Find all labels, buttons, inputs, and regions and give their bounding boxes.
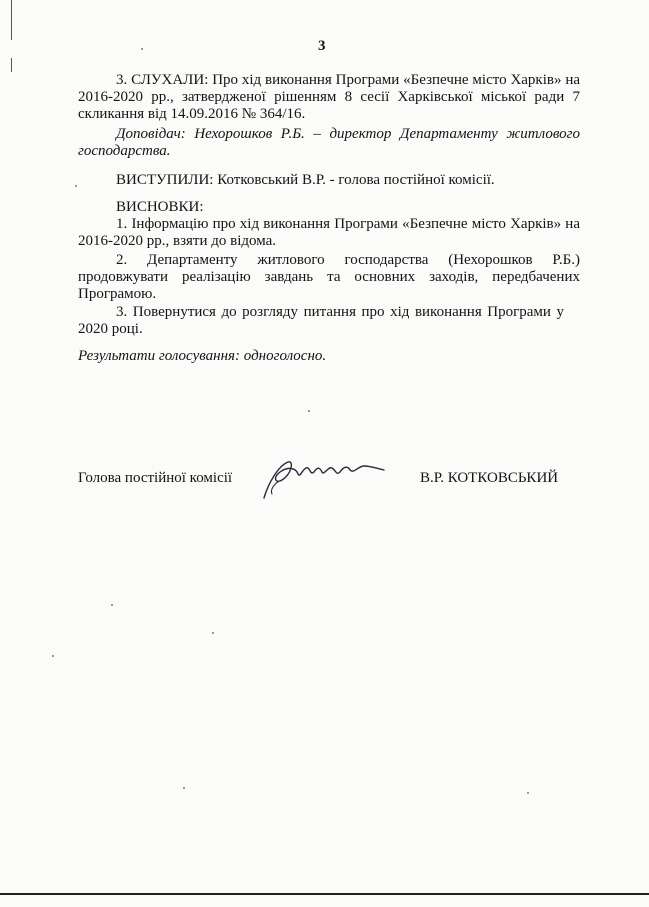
scan-speck — [527, 792, 529, 794]
reporter-paragraph: Доповідач: Нехорошков Р.Б. – директор Департаменту житлового господарства. — [78, 126, 580, 159]
scan-speck — [212, 632, 214, 634]
spoke-paragraph: ВИСТУПИЛИ: Котковський В.Р. - голова постійної комісії. — [116, 172, 495, 188]
handwritten-signature — [258, 454, 388, 502]
scan-speck — [111, 604, 113, 606]
scan-speck — [52, 655, 54, 657]
signatory-title: Голова постійної комісії — [78, 470, 233, 486]
margin-binding-mark — [11, 58, 12, 72]
signatory-name: В.Р. КОТКОВСЬКИЙ — [420, 470, 559, 486]
page-bottom-edge — [0, 893, 649, 895]
vote-result: Результати голосування: одноголосно. — [78, 348, 327, 364]
scan-speck — [141, 48, 143, 50]
scan-speck — [183, 787, 185, 789]
conclusion-item-1: 1. Інформацію про хід виконання Програми «Безпечне місто Харків» на 2016-2020 рр., взяти до відома. — [78, 216, 580, 249]
conclusion-item-3: 3. Повернутися до розгляду питання про хід виконання Програми у 2020 році. — [78, 304, 564, 337]
scan-speck — [75, 185, 77, 187]
conclusion-item-2: 2. Департаменту житлового господарства (Нехорошков Р.Б.) продовжувати реалізацію завдань та основних заходів, передбачених Програмою. — [78, 252, 580, 302]
item-heard-paragraph: 3. СЛУХАЛИ: Про хід виконання Програми «Безпечне місто Харків» на 2016-2020 рр., затвердженої рішенням 8 сесії Харківської міської ради 7 скликання від 14.09.2016 № 364/16. — [78, 72, 580, 122]
page-number: 3 — [318, 38, 326, 54]
scan-speck — [308, 410, 310, 412]
margin-binding-mark — [11, 0, 12, 40]
conclusions-heading: ВИСНОВКИ: — [116, 199, 204, 215]
